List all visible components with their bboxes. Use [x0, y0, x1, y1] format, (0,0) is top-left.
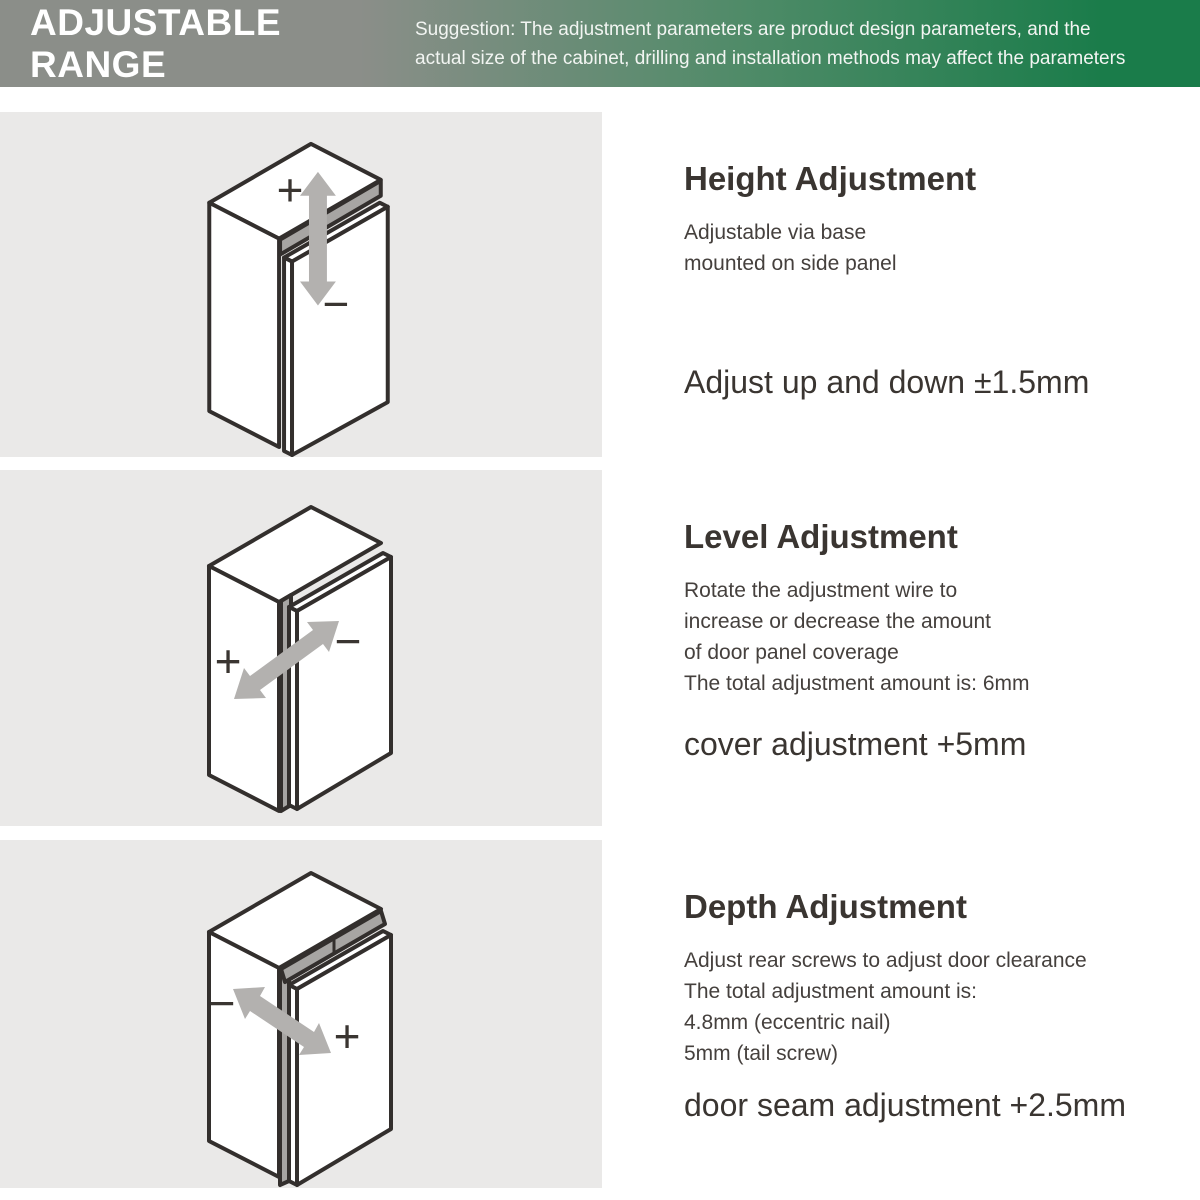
- description-line: Adjustable via base: [684, 221, 867, 244]
- level-cabinet-drawing: [0, 475, 602, 821]
- description-line: mounted on side panel: [684, 252, 897, 275]
- depth-cabinet-drawing: [0, 840, 602, 1188]
- section-value: Adjust up and down ±1.5mm: [684, 364, 1090, 400]
- section-description: [684, 575, 1184, 699]
- depth-illustration-panel: [0, 840, 602, 1188]
- section-value: door seam adjustment +2.5mm: [684, 1087, 1126, 1123]
- suggestion-line-1: Suggestion: The adjustment parameters are product design parameters, and the: [415, 18, 1091, 40]
- section-title: Depth Adjustment: [684, 888, 967, 925]
- description-line: Rotate the adjustment wire to: [684, 579, 958, 602]
- plus-sign: +: [276, 163, 304, 216]
- description-line: increase or decrease the amount: [684, 610, 992, 633]
- header-band: [0, 0, 1200, 87]
- height-cabinet-drawing: [0, 112, 602, 457]
- description-line: 5mm (tail screw): [684, 1042, 839, 1065]
- plus-sign: +: [333, 1010, 361, 1062]
- cabinet-side-face: [209, 932, 279, 1177]
- page-title: ADJUSTABLE RANGE: [30, 1, 281, 85]
- header-suggestion: [415, 15, 1143, 73]
- minus-sign: −: [208, 977, 236, 1029]
- section-depth: [684, 840, 1184, 1188]
- description-line: of door panel coverage: [684, 641, 899, 664]
- description-line: 4.8mm (eccentric nail): [684, 1011, 891, 1034]
- minus-sign: −: [334, 615, 362, 667]
- section-height: [684, 112, 1184, 457]
- section-value: cover adjustment +5mm: [684, 726, 1027, 762]
- section-title: Height Adjustment: [684, 160, 977, 197]
- height-illustration-panel: [0, 112, 602, 457]
- level-illustration-panel: [0, 470, 602, 826]
- description-line: The total adjustment amount is: 6mm: [684, 672, 1030, 695]
- section-level: [684, 470, 1184, 826]
- plus-sign: +: [214, 635, 242, 687]
- cabinet-side-face: [209, 203, 279, 447]
- suggestion-line-2: actual size of the cabinet, drilling and installation methods may affect the parameters: [415, 47, 1126, 69]
- description-line: Adjust rear screws to adjust door clearance: [684, 949, 1087, 972]
- section-description: [684, 945, 1184, 1069]
- minus-sign: −: [322, 277, 350, 330]
- section-title: Level Adjustment: [684, 518, 958, 555]
- description-line: The total adjustment amount is:: [684, 980, 977, 1003]
- section-description: [684, 217, 1184, 279]
